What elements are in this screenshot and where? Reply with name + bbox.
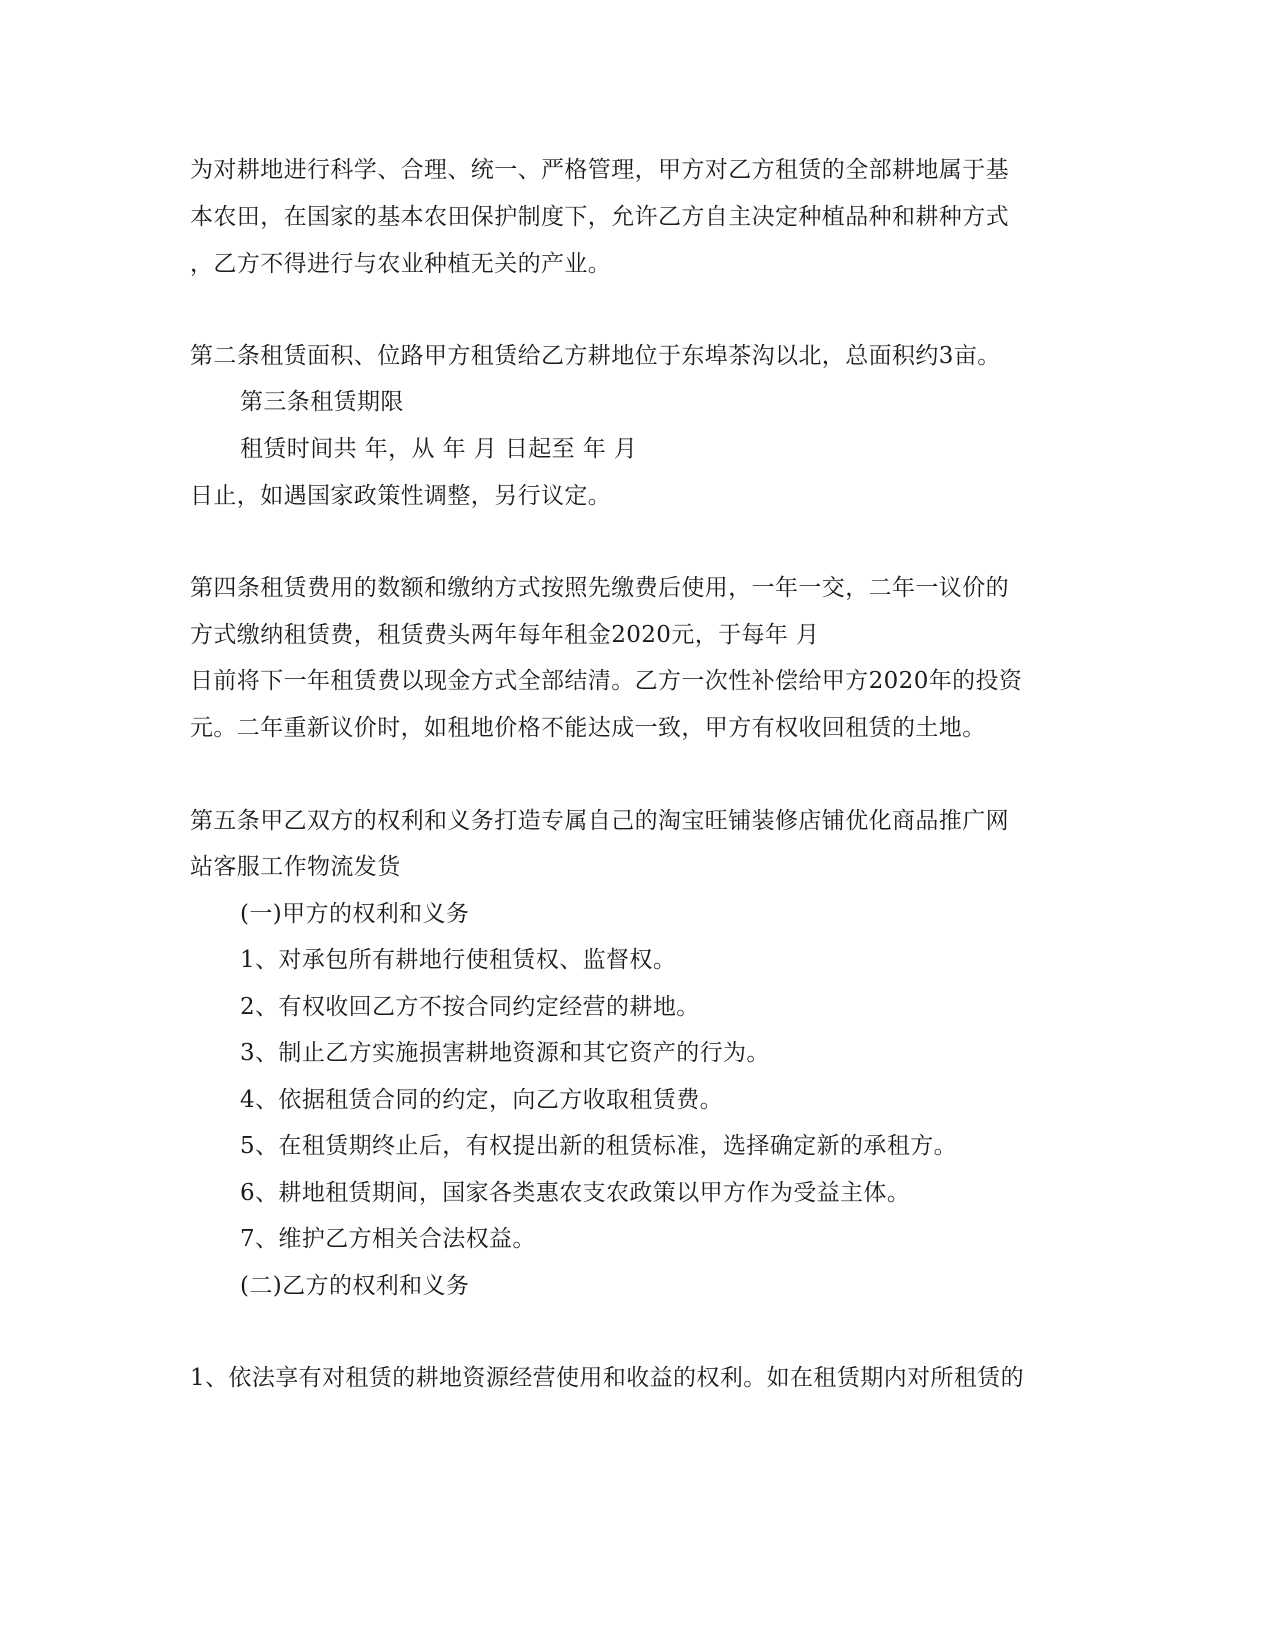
article-5-line-2: 站客服工作物流发货 [190, 854, 401, 880]
article-3-heading: 第三条租赁期限 [240, 389, 404, 415]
article-2-line: 第二条租赁面积、位路甲方租赁给乙方耕地位于东埠茶沟以北，总面积约3亩。 [190, 343, 1001, 369]
party-a-item-7: 7、维护乙方相关合法权益。 [240, 1226, 536, 1252]
party-a-item-5: 5、在租赁期终止后，有权提出新的租赁标准，选择确定新的承租方。 [240, 1133, 958, 1159]
party-a-item-3: 3、制止乙方实施损害耕地资源和其它资产的行为。 [240, 1040, 770, 1066]
article-5-line-1: 第五条甲乙双方的权利和义务打造专属自己的淘宝旺铺装修店铺优化商品推广网 [190, 808, 1009, 834]
article-4-line-4: 元。二年重新议价时，如租地价格不能达成一致，甲方有权收回租赁的土地。 [190, 715, 986, 741]
article-4-line-1: 第四条租赁费用的数额和缴纳方式按照先缴费后使用，一年一交，二年一议价的 [190, 575, 1009, 601]
article-4-line-3: 日前将下一年租赁费以现金方式全部结清。乙方一次性补偿给甲方2020年的投资 [190, 668, 1023, 694]
article-3-term-line-1: 租赁时间共 年，从 年 月 日起至 年 月 [240, 436, 638, 462]
party-a-item-2: 2、有权收回乙方不按合同约定经营的耕地。 [240, 994, 700, 1020]
paragraph-management-line-3: ，乙方不得进行与农业种植无关的产业。 [190, 251, 612, 277]
party-b-item-1: 1、依法享有对租赁的耕地资源经营使用和收益的权利。如在租赁期内对所租赁的 [190, 1365, 1025, 1391]
party-a-item-6: 6、耕地租赁期间，国家各类惠农支农政策以甲方作为受益主体。 [240, 1180, 911, 1206]
paragraph-management-line-2: 本农田，在国家的基本农田保护制度下，允许乙方自主决定种植品种和耕种方式 [190, 204, 1009, 230]
party-a-item-1: 1、对承包所有耕地行使租赁权、监督权。 [240, 947, 677, 973]
article-3-term-line-2: 日止，如遇国家政策性调整，另行议定。 [190, 483, 612, 509]
party-b-heading: (二)乙方的权利和义务 [240, 1273, 470, 1299]
party-a-heading: (一)甲方的权利和义务 [240, 901, 470, 927]
paragraph-management-line-1: 为对耕地进行科学、合理、统一、严格管理，甲方对乙方租赁的全部耕地属于基 [190, 157, 1009, 183]
party-a-item-4: 4、依据租赁合同的约定，向乙方收取租赁费。 [240, 1087, 724, 1113]
article-4-line-2: 方式缴纳租赁费，租赁费头两年每年租金2020元，于每年 月 [190, 622, 820, 648]
